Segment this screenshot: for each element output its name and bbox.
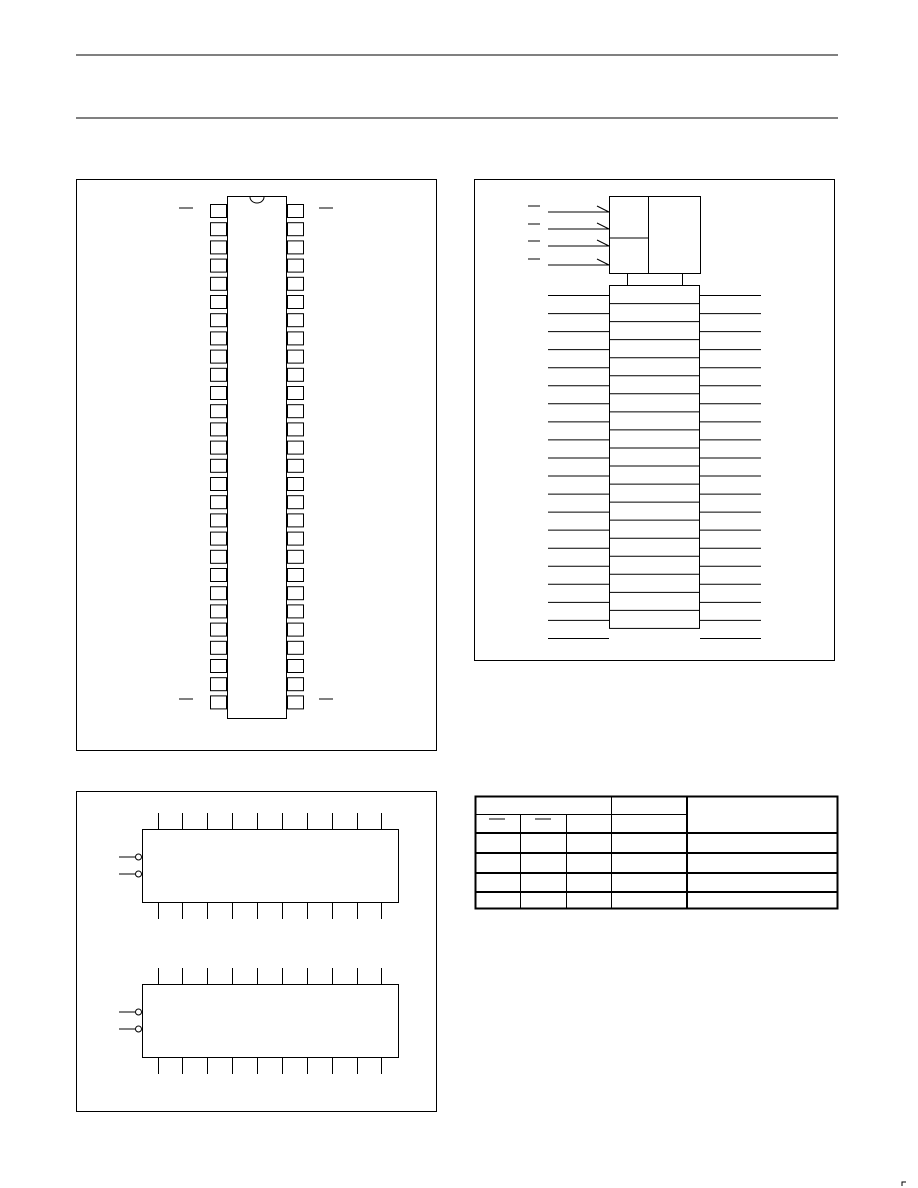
pin-right bbox=[288, 241, 304, 254]
pin-left bbox=[211, 332, 227, 345]
block-symbol-upper bbox=[119, 813, 399, 919]
dynamic-input-triangle bbox=[597, 206, 609, 212]
pin-right bbox=[288, 423, 304, 436]
pin-left bbox=[211, 368, 227, 381]
pin-left bbox=[211, 259, 227, 272]
pin-right bbox=[288, 660, 304, 673]
function-table bbox=[475, 796, 838, 909]
pin-left bbox=[211, 514, 227, 527]
pin-right bbox=[288, 296, 304, 309]
pin-right bbox=[288, 223, 304, 236]
pin-left bbox=[211, 423, 227, 436]
control-block-right bbox=[649, 197, 701, 274]
pin-right bbox=[288, 550, 304, 563]
pin-configuration-frame bbox=[77, 180, 437, 751]
inversion-bubble bbox=[136, 1026, 142, 1032]
inversion-bubble bbox=[136, 1009, 142, 1015]
block-symbol-lower bbox=[119, 968, 399, 1074]
pin-right bbox=[288, 259, 304, 272]
control-inputs bbox=[528, 206, 609, 265]
pin-left bbox=[211, 441, 227, 454]
control-block-left bbox=[610, 197, 649, 274]
page-corner-mark bbox=[902, 1182, 906, 1186]
logic-symbol-diagram bbox=[528, 197, 761, 639]
pin-left bbox=[211, 678, 227, 691]
block-body bbox=[143, 985, 399, 1058]
register-cells bbox=[548, 286, 761, 639]
pin-left bbox=[211, 459, 227, 472]
package-notch bbox=[250, 197, 264, 203]
pin-right bbox=[288, 623, 304, 636]
block-body bbox=[143, 830, 399, 903]
pin-left bbox=[211, 223, 227, 236]
pin-left bbox=[211, 496, 227, 509]
pin-left bbox=[211, 641, 227, 654]
pin-left bbox=[211, 350, 227, 363]
block-symbol-diagram bbox=[119, 813, 399, 1074]
ic-package-body bbox=[228, 197, 287, 719]
block-symbol-frame bbox=[77, 792, 437, 1112]
pin-right bbox=[288, 277, 304, 290]
inversion-bubble bbox=[136, 854, 142, 860]
pin-right bbox=[288, 441, 304, 454]
pin-right bbox=[288, 368, 304, 381]
pin-left bbox=[211, 478, 227, 491]
pin-right bbox=[288, 350, 304, 363]
pin-right bbox=[288, 532, 304, 545]
pin-left bbox=[211, 623, 227, 636]
pin-left bbox=[211, 696, 227, 709]
pin-left bbox=[211, 587, 227, 600]
pin-left bbox=[211, 569, 227, 582]
inversion-bubble bbox=[136, 871, 142, 877]
pin-left bbox=[211, 314, 227, 327]
pin-right bbox=[288, 478, 304, 491]
pin-left bbox=[211, 532, 227, 545]
pin-left bbox=[211, 241, 227, 254]
right-pin-column bbox=[288, 205, 304, 709]
pin-right bbox=[288, 641, 304, 654]
pin-left bbox=[211, 296, 227, 309]
pin-right bbox=[288, 205, 304, 218]
dynamic-input-triangle bbox=[597, 223, 609, 229]
pin-configuration-diagram bbox=[179, 197, 333, 719]
pin-right bbox=[288, 587, 304, 600]
pin-right bbox=[288, 605, 304, 618]
pin-right bbox=[288, 314, 304, 327]
pin-left bbox=[211, 205, 227, 218]
pin-left bbox=[211, 405, 227, 418]
dynamic-input-triangle bbox=[597, 240, 609, 246]
left-pin-column bbox=[211, 205, 227, 709]
pin-right bbox=[288, 387, 304, 400]
pin-left bbox=[211, 660, 227, 673]
pin-right bbox=[288, 514, 304, 527]
pin-right bbox=[288, 696, 304, 709]
cell-stack-outline bbox=[610, 286, 700, 629]
logic-symbol-frame bbox=[475, 180, 835, 661]
pin-right bbox=[288, 405, 304, 418]
pin-right bbox=[288, 569, 304, 582]
pin-right bbox=[288, 332, 304, 345]
pin-left bbox=[211, 605, 227, 618]
pin-left bbox=[211, 387, 227, 400]
pin-right bbox=[288, 678, 304, 691]
pin-left bbox=[211, 277, 227, 290]
dynamic-input-triangle bbox=[597, 259, 609, 265]
pin-left bbox=[211, 550, 227, 563]
pin-right bbox=[288, 496, 304, 509]
pin-right bbox=[288, 459, 304, 472]
